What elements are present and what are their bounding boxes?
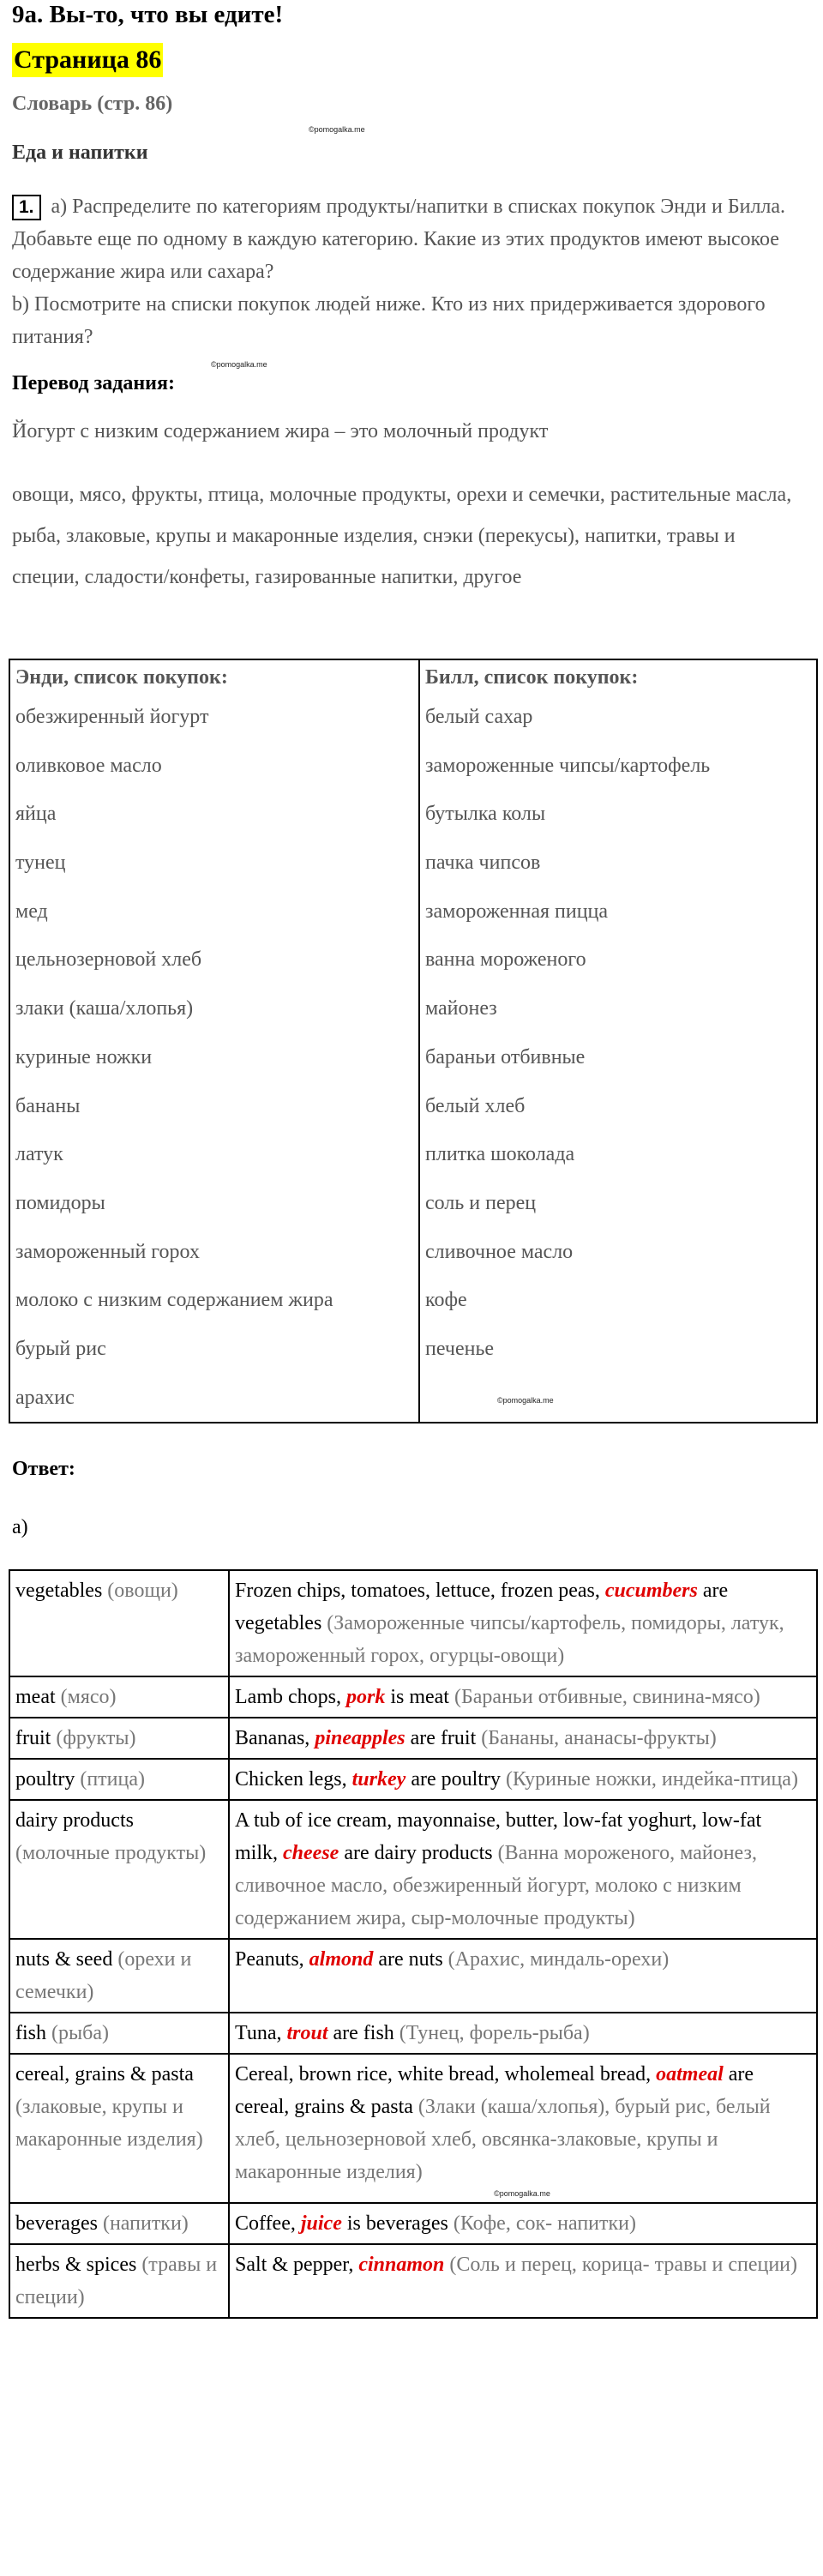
answer-post: are cereal, grains & pasta [235, 2063, 754, 2118]
category-ru: (мясо) [60, 1686, 117, 1708]
answer-post: are vegetables [235, 1580, 729, 1634]
category-en: beverages [15, 2212, 98, 2235]
answer-post: are fish [333, 2022, 394, 2044]
answer-text [229, 1570, 817, 1676]
list-item: замороженные чипсы/картофель [425, 754, 711, 777]
answer-row [9, 1759, 817, 1800]
list-item: кофе [425, 1289, 467, 1312]
watermark: ©pomogalka.me [211, 360, 267, 369]
dictionary-reference: Словарь (стр. 86) [12, 93, 173, 115]
watermark: ©pomogalka.me [494, 2189, 550, 2198]
list-item: бурый рис [15, 1337, 106, 1360]
task-text [12, 190, 801, 353]
answer-category [9, 1676, 229, 1718]
category-ru: (рыба) [51, 2022, 109, 2044]
category-ru: (злаковые, крупы и макаронные изделия) [15, 2096, 203, 2151]
answer-row [9, 2203, 817, 2244]
categories-text: овощи, мясо, фрукты, птица, молочные продукты, орехи и семечки, растительные масла, рыба, злаковые, крупы и макаронные изделия, снэки (перекусы), напитки, травы и специи, сладости/конфеты, газированные напитки, другое [12, 484, 792, 588]
answer-category [9, 1759, 229, 1800]
answer-pre: Coffee, [235, 2212, 296, 2235]
category-en: herbs & spices [15, 2254, 137, 2276]
answer-post: is beverages [346, 2212, 448, 2235]
answer-pre: Salt & pepper, [235, 2254, 354, 2276]
answer-pre: Bananas, [235, 1727, 310, 1749]
answer-category [9, 2203, 229, 2244]
answer-category [9, 2013, 229, 2054]
list-item: печенье [425, 1337, 495, 1360]
list-item: куриные ножки [15, 1045, 153, 1068]
answer-text [229, 1759, 817, 1800]
task-part-a-text: a) Распределите по категориям продукты/напитки в списках покупок Энди и Билла. Добавьте еще по одному в каждую категорию. Какие из этих продуктов имеют высокое содержание жира или сахара? [12, 196, 786, 283]
andy-list [9, 659, 419, 1423]
answer-row [9, 2054, 817, 2203]
answer-highlight: cheese [283, 1842, 339, 1864]
answer-row [9, 1939, 817, 2013]
answer-ru: (Тунец, форель-рыба) [399, 2022, 590, 2044]
bill-list-header: Билл, список покупок: [425, 666, 639, 689]
task-number: 1. [12, 195, 41, 220]
answer-ru: (Ванна мороженого, майонез, сливочное масло, обезжиренный йогурт, молоко с низким содержанием жира, сыр-молочные продукты) [235, 1842, 757, 1929]
list-item: ванна мороженого [425, 948, 586, 972]
answer-highlight: trout [286, 2022, 328, 2044]
answer-post: is meat [390, 1686, 449, 1708]
answer-post: are fruit [410, 1727, 477, 1749]
answer-pre: Peanuts, [235, 1948, 304, 1971]
answer-row [9, 2013, 817, 2054]
translation-heading: Перевод задания: [12, 372, 175, 394]
list-item: замороженный горох [15, 1240, 200, 1263]
category-en: meat [15, 1686, 56, 1708]
answer-ru: (Арахис, миндаль-орехи) [448, 1948, 670, 1971]
category-ru: (травы и специи) [15, 2254, 218, 2308]
list-item: плитка шоколада [425, 1143, 575, 1166]
answer-category [9, 1800, 229, 1939]
example-line: Йогурт с низким содержанием жира – это молочный продукт [12, 420, 549, 442]
answer-pre: Chicken legs, [235, 1768, 347, 1791]
category-ru: (овощи) [107, 1580, 178, 1602]
list-item: оливковое масло [15, 754, 162, 777]
answer-highlight: turkey [351, 1768, 406, 1791]
answer-highlight: pork [345, 1686, 386, 1708]
list-item: латук [15, 1143, 63, 1166]
category-en: vegetables [15, 1580, 103, 1602]
category-en: fish [15, 2022, 46, 2044]
list-item: майонез [425, 997, 497, 1020]
list-item: злаки (каша/хлопья) [15, 997, 194, 1020]
answer-text [229, 1939, 817, 2013]
answer-row [9, 1800, 817, 1939]
answer-row [9, 1570, 817, 1676]
task-part-a [12, 190, 801, 288]
answer-ru: (Кофе, сок- напитки) [453, 2212, 636, 2235]
list-item: яйца [15, 803, 57, 826]
category-en: fruit [15, 1727, 51, 1749]
answer-heading: Ответ: [12, 1458, 75, 1480]
list-item: сливочное масло [425, 1240, 574, 1263]
answer-ru: (Злаки (каша/хлопья), бурый рис, белый хлеб, цельнозерновой хлеб, овсянка-злаковые, крупы и макаронные изделия) [235, 2096, 771, 2183]
list-item: мед [15, 900, 48, 923]
list-item: соль и перец [425, 1191, 537, 1214]
list-item: бараньи отбивные [425, 1045, 586, 1068]
list-item: бананы [15, 1094, 81, 1117]
andy-items [15, 693, 418, 1422]
list-item: молоко с низким содержанием жира [15, 1289, 333, 1312]
answer-pre: A tub of ice cream, mayonnaise, butter, low-fat yoghurt, low-fat milk, [235, 1809, 762, 1864]
answer-row [9, 1676, 817, 1718]
category-ru: (молочные продукты) [15, 1842, 207, 1864]
answer-ru: (Соль и перец, корица- травы и специи) [449, 2254, 797, 2276]
answer-highlight: cucumbers [604, 1580, 698, 1602]
watermark: ©pomogalka.me [497, 1396, 554, 1405]
answer-ru: (Бананы, ананасы-фрукты) [481, 1727, 717, 1749]
answer-text [229, 1800, 817, 1939]
answer-pre: Lamb chops, [235, 1686, 341, 1708]
andy-list-header: Энди, список покупок: [15, 666, 228, 689]
page-label: Страница 86 [12, 43, 163, 77]
topic-subtitle: Еда и напитки [12, 141, 148, 164]
category-ru: (напитки) [102, 2212, 189, 2235]
answer-highlight: pineapples [315, 1727, 405, 1749]
answer-text [229, 2013, 817, 2054]
answer-row [9, 1718, 817, 1759]
answer-category [9, 2054, 229, 2203]
answer-part-label: а) [12, 1516, 28, 1538]
list-item: бутылка колы [425, 803, 546, 826]
answer-category [9, 1939, 229, 2013]
answer-text [229, 2244, 817, 2318]
answer-text [229, 1718, 817, 1759]
answer-text [229, 2054, 817, 2203]
answers-table [9, 1569, 818, 2319]
category-ru: (птица) [80, 1768, 145, 1791]
category-en: cereal, grains & pasta [15, 2063, 194, 2085]
answer-highlight: oatmeal [656, 2063, 724, 2085]
answer-pre: Frozen chips, tomatoes, lettuce, frozen peas, [235, 1580, 600, 1602]
list-item: тунец [15, 852, 66, 875]
category-ru: (фрукты) [56, 1727, 136, 1749]
answer-highlight: juice [300, 2212, 342, 2235]
answer-post: are poultry [411, 1768, 501, 1791]
category-en: poultry [15, 1768, 75, 1791]
list-item: цельнозерновой хлеб [15, 948, 202, 972]
answer-text [229, 1676, 817, 1718]
lesson-title: 9a. Вы-то, что вы едите! [12, 1, 284, 28]
answer-category [9, 1718, 229, 1759]
list-item: белый сахар [425, 706, 533, 728]
answer-row [9, 2244, 817, 2318]
answer-post: are dairy products [344, 1842, 493, 1864]
watermark: ©pomogalka.me [309, 125, 365, 134]
answer-text [229, 2203, 817, 2244]
category-en: dairy products [15, 1809, 134, 1832]
answer-category [9, 2244, 229, 2318]
shopping-lists-table [9, 659, 818, 1423]
answer-post: are nuts [378, 1948, 443, 1971]
list-item: помидоры [15, 1191, 105, 1214]
list-item: замороженная пицца [425, 900, 609, 923]
answer-pre: Cereal, brown rice, white bread, wholemeal bread, [235, 2063, 652, 2085]
answer-ru: (Бараньи отбивные, свинина-мясо) [454, 1686, 760, 1708]
task-part-b: b) Посмотрите на списки покупок людей ниже. Кто из них придерживается здорового питания? [12, 293, 766, 348]
bill-items [425, 693, 816, 1374]
list-item: арахис [15, 1386, 75, 1409]
list-item: обезжиренный йогурт [15, 706, 209, 728]
answer-highlight: cinnamon [358, 2254, 445, 2276]
bill-list [419, 659, 817, 1423]
answer-ru: (Замороженные чипсы/картофель, помидоры, латук, замороженный горох, огурцы-овощи) [235, 1612, 784, 1667]
list-item: пачка чипсов [425, 852, 541, 875]
answer-category [9, 1570, 229, 1676]
list-item: белый хлеб [425, 1094, 526, 1117]
answer-highlight: almond [309, 1948, 374, 1971]
answer-ru: (Куриные ножки, индейка-птица) [505, 1768, 798, 1791]
category-ru: (орехи и семечки) [15, 1948, 192, 2003]
category-en: nuts & seed [15, 1948, 113, 1971]
answer-pre: Tuna, [235, 2022, 282, 2044]
